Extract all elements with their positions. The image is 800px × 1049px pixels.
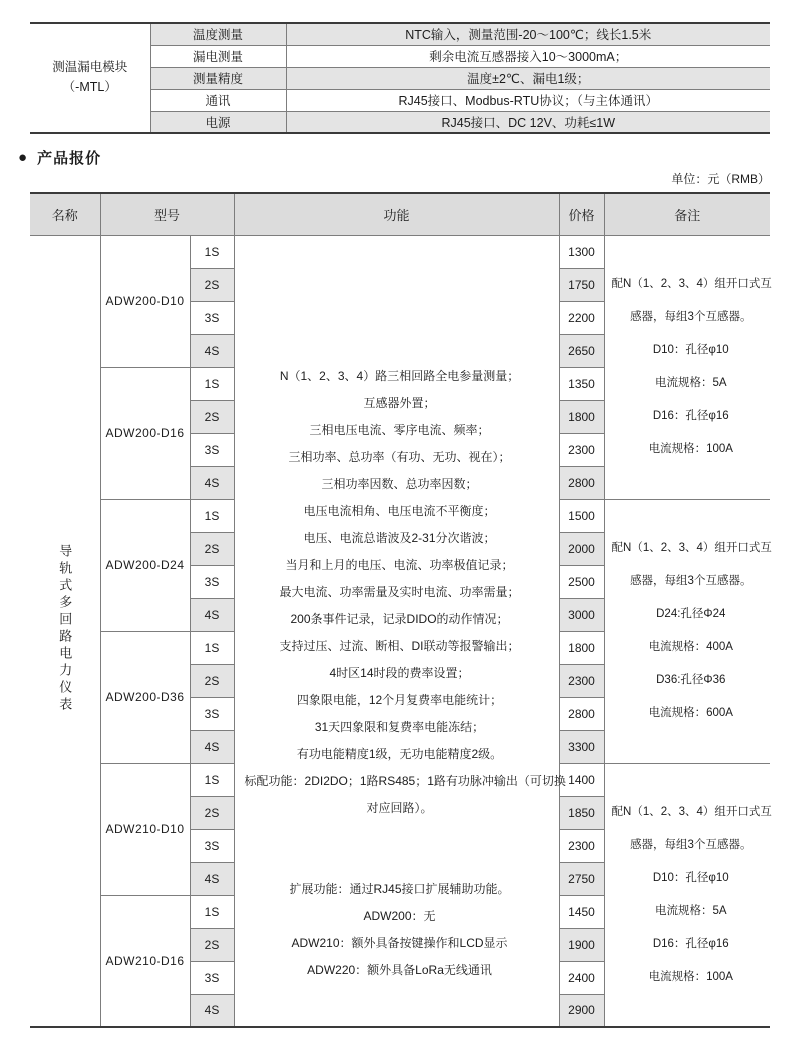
function-line: 四象限电能，12个月复费率电能统计； [296,692,503,707]
note-line: 配N（1、2、3、4）组开口式互 [611,805,772,818]
function-line: ADW220：额外具备LoRa无线通讯 [307,962,492,977]
function-line: 电压、电流总谐波及2-31分次谐波； [303,530,496,545]
note-line: 感器，每组3个互感器。 [630,311,752,323]
size-cell: 2S [190,796,234,829]
size-cell: 3S [190,301,234,334]
spec-value: 剩余电流互感器接入10～3000mA； [286,45,770,67]
module-name-cell [30,23,150,133]
function-line: N（1、2、3、4）路三相回路全电参量测量； [279,368,520,383]
spec-table [30,22,770,134]
size-cell: 1S [190,631,234,664]
size-cell: 1S [190,499,234,532]
note-line: 配N（1、2、3、4）组开口式互 [611,542,772,554]
function-line: 三相功率、总功率（有功、无功、视在）； [288,449,511,464]
function-line: 31天四象限和复费率电能冻结； [314,719,485,734]
price-cell: 2800 [559,466,604,499]
bullet-icon: ● [18,148,28,166]
price-cell: 2750 [559,862,604,895]
model-cell: ADW200-D36 [100,631,190,763]
price-cell: 2800 [559,697,604,730]
function-line: 扩展功能：通过RJ45接口扩展辅助功能。 [289,881,510,896]
header-name: 名称 [30,193,100,235]
function-line [245,822,555,849]
note-line: 配N（1、2、3、4）组开口式互 [611,278,772,290]
price-cell: 1450 [559,895,604,928]
price-cell: 2650 [559,334,604,367]
function-line: 有功电能精度1级，无功电能精度2级。 [296,746,503,761]
note-line: 电流规格：400A [648,641,733,653]
function-cell [234,235,566,1027]
price-cell: 1800 [559,400,604,433]
note-line: D24:孔径Φ24 [656,608,726,620]
size-cell: 4S [190,598,234,631]
module-code: （-MTL） [62,80,117,94]
size-cell: 4S [190,862,234,895]
price-cell: 3300 [559,730,604,763]
note-line: 电流规格：600A [648,707,733,719]
size-cell: 4S [190,334,234,367]
size-cell: 1S [190,235,234,268]
note-line: 电流规格：100A [648,970,733,983]
note-line: D16：孔径φ16 [652,937,729,950]
page [18,22,772,1028]
spec-label: 测量精度 [150,67,286,89]
function-line: 三相功率因数、总功率因数； [321,476,478,491]
spec-value: RJ45接口、DC 12V、功耗≤1W [286,111,770,133]
module-name: 测温漏电模块 [52,60,128,75]
price-cell: 2000 [559,532,604,565]
function-line: 对应回路）。 [366,800,433,815]
note-line: D16：孔径φ16 [652,410,729,422]
section-title: 产品报价 [37,149,102,167]
size-cell: 3S [190,433,234,466]
size-cell: 2S [190,400,234,433]
note-line: 电流规格：5A [654,377,727,389]
size-cell: 2S [190,664,234,697]
category-label: 导轨式多回路电力仪表 [57,544,73,715]
size-cell: 3S [190,829,234,862]
price-cell: 1500 [559,499,604,532]
function-line: 电压电流相角、电压电流不平衡度； [303,503,496,518]
header-price: 价格 [559,193,604,235]
price-table [30,192,770,1028]
price-cell: 1300 [559,235,604,268]
function-line: ADW200：无 [363,908,436,923]
model-cell: ADW200-D16 [100,367,190,499]
header-model: 型号 [100,193,234,235]
size-cell: 1S [190,763,234,796]
notes-cell [604,499,770,763]
price-cell: 1400 [559,763,604,796]
spec-row [30,23,770,45]
header-row [30,193,770,235]
function-line: 当月和上月的电压、电流、功率极值记录； [285,557,514,572]
price-cell: 2300 [559,433,604,466]
spec-label: 通讯 [150,89,286,111]
size-cell: 4S [190,466,234,499]
spec-label: 温度测量 [150,23,286,45]
size-cell: 3S [190,961,234,994]
spec-value: RJ45接口、Modbus-RTU协议；（与主体通讯） [286,89,770,111]
section-heading [18,146,770,168]
model-cell: ADW210-D10 [100,763,190,895]
function-line: 最大电流、功率需量及实时电流、功率需量； [279,584,520,599]
size-cell: 4S [190,994,234,1027]
size-cell: 3S [190,697,234,730]
function-line: 互感器外置； [363,395,436,410]
size-cell: 2S [190,928,234,961]
notes-cell [604,235,770,499]
function-line: 200条事件记录，记录DIDO的动作情况； [290,611,509,626]
price-cell: 1800 [559,631,604,664]
note-line: D36:孔径Φ36 [656,674,726,686]
header-function: 功能 [234,193,559,235]
note-line: 感器，每组3个互感器。 [630,575,752,587]
model-cell: ADW200-D24 [100,499,190,631]
table-row [30,235,770,268]
function-line: 4时区14时段的费率设置； [329,665,470,680]
note-line: 电流规格：5A [654,904,727,917]
model-cell: ADW210-D16 [100,895,190,1027]
category-cell [30,235,100,1027]
note-line: D10：孔径φ10 [652,871,729,884]
size-cell: 3S [190,565,234,598]
model-cell: ADW200-D10 [100,235,190,367]
spec-value: 温度±2℃、漏电1级； [286,67,770,89]
price-cell: 2900 [559,994,604,1027]
function-line [245,849,555,876]
spec-label: 电源 [150,111,286,133]
function-line: 标配功能：2DI2DO；1路RS485；1路有功脉冲输出（可切换 [244,773,566,788]
note-line: D10：孔径φ10 [652,344,729,356]
function-line: ADW210：额外具备按键操作和LCD显示 [291,935,508,950]
size-cell: 1S [190,367,234,400]
function-line: 支持过压、过流、断相、DI联动等报警输出； [279,638,520,653]
size-cell: 2S [190,268,234,301]
size-cell: 4S [190,730,234,763]
spec-label: 漏电测量 [150,45,286,67]
price-cell: 2200 [559,301,604,334]
notes-cell [604,763,770,1027]
price-cell: 2300 [559,829,604,862]
price-cell: 2500 [559,565,604,598]
size-cell: 2S [190,532,234,565]
price-cell: 1750 [559,268,604,301]
size-cell: 1S [190,895,234,928]
header-notes: 备注 [604,193,770,235]
price-cell: 3000 [559,598,604,631]
unit-label: 单位：元（RMB） [671,172,770,186]
price-cell: 1350 [559,367,604,400]
function-line: 三相电压电流、零序电流、频率； [309,422,490,437]
note-line: 电流规格：100A [648,443,733,455]
note-line: 感器，每组3个互感器。 [630,838,752,851]
price-cell: 2300 [559,664,604,697]
price-cell: 2400 [559,961,604,994]
price-cell: 1900 [559,928,604,961]
spec-value: NTC输入，测量范围-20～100℃；线长1.5米 [286,23,770,45]
price-cell: 1850 [559,796,604,829]
